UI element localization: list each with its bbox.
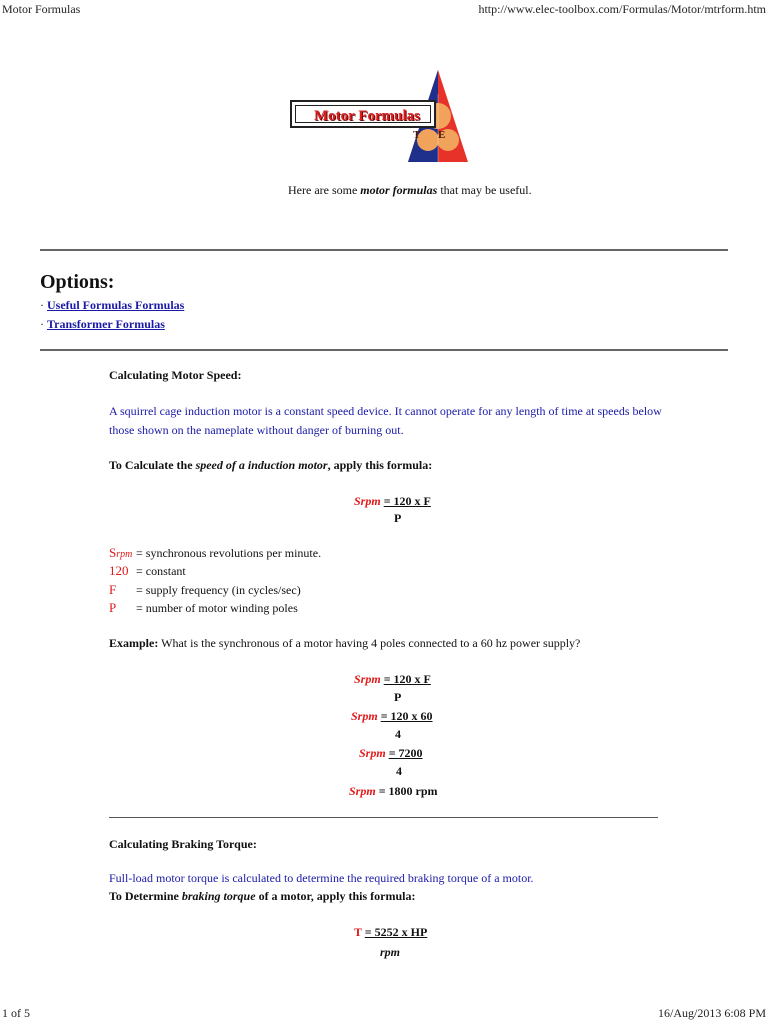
- bullet: ·: [40, 298, 44, 312]
- step-result: = 1800 rpm: [378, 784, 438, 798]
- step-symbol: Srpm: [354, 672, 381, 686]
- example-step: [354, 672, 431, 687]
- definition-row: [109, 545, 321, 561]
- options-link-row: [40, 298, 184, 313]
- definition-text: = number of motor winding poles: [136, 601, 298, 615]
- definition-row: [109, 600, 298, 616]
- speed-description: A squirrel cage induction motor is a constant speed device. It cannot operate for any length of time at speeds below those shown on the nameplate without danger of burning out.: [109, 404, 662, 437]
- logo-letter-t: T: [413, 129, 421, 141]
- divider-section: [109, 817, 658, 818]
- print-timestamp: 16/Aug/2013 6:08 PM: [657, 1006, 766, 1020]
- definition-text: = constant: [136, 564, 186, 578]
- step-numerator: = 120 x F: [383, 672, 431, 686]
- definition-symbol: Srpm: [109, 545, 133, 560]
- transformer-formulas-link[interactable]: Transformer Formulas: [47, 317, 165, 331]
- logo-title-box: [290, 100, 436, 128]
- example-line: [109, 636, 580, 651]
- formula-symbol: T: [354, 925, 362, 939]
- step-denominator: 4: [396, 764, 402, 778]
- definition-text: = supply frequency (in cycles/sec): [136, 583, 301, 597]
- definition-symbol: F: [109, 582, 117, 597]
- torque-formula: [354, 925, 427, 940]
- instruction-suffix: of a motor, apply this formula:: [255, 889, 416, 903]
- divider-top: [40, 249, 728, 251]
- step-numerator: = 120 x 60: [380, 709, 433, 723]
- instruction-emphasis: speed of a induction motor: [195, 458, 328, 472]
- step-denominator: P: [394, 690, 402, 704]
- example-text: What is the synchronous of a motor having 4 poles connected to a 60 hz power supply?: [161, 636, 581, 650]
- step-denominator: 4: [395, 727, 401, 741]
- intro-emphasis: motor formulas: [360, 183, 438, 197]
- logo-letter-e2: E: [438, 129, 446, 141]
- bullet: ·: [40, 317, 44, 331]
- speed-section-heading: Calculating Motor Speed:: [109, 368, 242, 382]
- page-number: 1 of 5: [2, 1006, 30, 1020]
- definition-symbol: P: [109, 600, 117, 615]
- page-header-url: http://www.elec-toolbox.com/Formulas/Motor/mtrform.htm: [478, 2, 766, 16]
- instruction-prefix: To Calculate the: [109, 458, 196, 472]
- example-label: Example:: [109, 636, 159, 650]
- divider-options: [40, 349, 728, 351]
- options-heading: Options:: [40, 271, 115, 293]
- torque-instruction: [109, 889, 415, 904]
- intro-text: [288, 183, 532, 198]
- speed-instruction: [109, 458, 432, 473]
- definition-text: = synchronous revolutions per minute.: [136, 546, 322, 560]
- torque-description: Full-load motor torque is calculated to determine the required braking torque of a motor.: [109, 871, 534, 885]
- definition-symbol: 120: [109, 563, 129, 578]
- example-step: [349, 784, 438, 799]
- step-symbol: Srpm: [359, 746, 386, 760]
- intro-prefix: Here are some: [288, 183, 358, 197]
- example-step: [351, 709, 433, 724]
- step-symbol: Srpm: [351, 709, 378, 723]
- instruction-emphasis: braking torque: [181, 889, 256, 903]
- logo-title: Motor Formulas: [314, 108, 420, 124]
- instruction-suffix: , apply this formula:: [327, 458, 433, 472]
- useful-formulas-link[interactable]: Useful Formulas Formulas: [47, 298, 185, 312]
- options-link-row: [40, 317, 165, 332]
- speed-formula: [354, 494, 431, 509]
- speed-formula-denominator: P: [394, 511, 402, 525]
- page-header-title: Motor Formulas: [2, 2, 81, 16]
- step-symbol: Srpm: [349, 784, 376, 798]
- definition-row: [109, 563, 186, 579]
- example-step: [359, 746, 423, 761]
- formula-numerator: = 120 x F: [383, 494, 431, 508]
- formula-symbol: Srpm: [354, 494, 381, 508]
- step-numerator: = 7200: [388, 746, 423, 760]
- formula-numerator: = 5252 x HP: [364, 925, 428, 939]
- torque-section-heading: Calculating Braking Torque:: [109, 837, 257, 851]
- torque-formula-denominator: rpm: [380, 945, 401, 959]
- definition-row: [109, 582, 301, 598]
- intro-suffix: that may be useful.: [440, 183, 532, 197]
- instruction-prefix: To Determine: [109, 889, 182, 903]
